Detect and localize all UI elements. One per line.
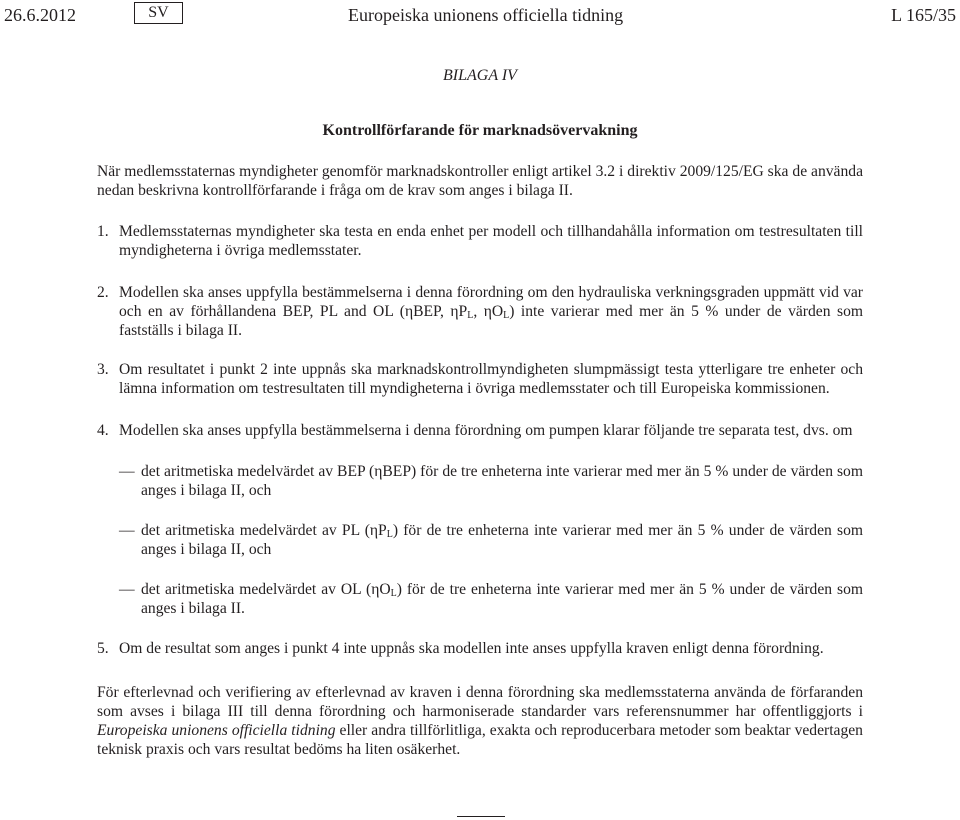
subscript: L [503, 310, 510, 321]
subscript: L [386, 529, 393, 540]
language-badge: SV [134, 2, 183, 24]
page-reference: L 165/35 [891, 5, 956, 25]
intro-paragraph: När medlemsstaternas myndigheter genomför marknadskontroller enligt artikel 3.2 i direktiv 2009/125/EG ska de använda nedan beskrivna kontrollförfarande i fråga om de krav som anges i bilaga II. [97, 163, 863, 199]
dash-mark: — [119, 463, 135, 480]
subscript: L [467, 310, 474, 321]
item-number: 2. [97, 284, 109, 301]
closing-paragraph [97, 683, 863, 759]
numbered-item-1 [97, 222, 863, 260]
footer-rule [457, 816, 505, 817]
annex-title: BILAGA IV [443, 67, 517, 84]
numbered-item-3 [97, 360, 863, 398]
item-number: 1. [97, 223, 109, 240]
item-text: ) inte varierar med mer än 5 % under de värden som fastställs i bilaga II. [119, 303, 863, 339]
item-text: , ηO [473, 303, 504, 320]
dash-mark: — [119, 522, 135, 539]
closing-text: För efterlevnad och verifiering av efterlevnad av kraven i denna förordning ska medlemsstaterna använda de förfaranden som avses i bilaga III till denna förordning och harmoniserade standarder vars referensnummer har offentliggjorts i [97, 684, 863, 720]
item-number: 4. [97, 422, 109, 439]
dash-text: det aritmetiska medelvärdet av BEP (ηBEP) för de tre enheterna inte varierar med mer än 5 % under de värden som anges i bilaga II, och [141, 463, 863, 499]
dash-item-1 [119, 462, 863, 500]
closing-text: eller andra tillförlitliga, exakta och reproducerbara metoder som beaktar vedertagen teknisk praxis och vars resultat bedöms ha liten osäkerhet. [97, 722, 863, 758]
dash-text: det aritmetiska medelvärdet av OL (ηO [141, 581, 391, 598]
dash-item-2 [119, 521, 863, 559]
dash-text: ) för de tre enheterna inte varierar med mer än 5 % under de värden som anges i bilaga II, och [141, 522, 863, 558]
item-text: Modellen ska anses uppfylla bestämmelserna i denna förordning om den hydrauliska verkningsgraden uppmätt vid var och en av förhållandena BEP, PL and OL (ηBEP, ηP [119, 284, 863, 320]
dash-text: det aritmetiska medelvärdet av PL (ηP [141, 522, 387, 539]
item-text: Medlemsstaternas myndigheter ska testa en enda enhet per modell och tillhandahålla information om testresultaten till myndigheterna i övriga medlemsstater. [119, 223, 863, 259]
dash-mark: — [119, 581, 135, 598]
section-title: Kontrollförfarande för marknadsövervakning [322, 122, 638, 139]
dash-text: ) för de tre enheterna inte varierar med mer än 5 % under de värden som anges i bilaga II. [141, 581, 863, 617]
item-number: 5. [97, 640, 109, 657]
subscript: L [390, 588, 397, 599]
item-text: Om resultatet i punkt 2 inte uppnås ska marknadskontrollmyndigheten slumpmässigt testa ytterligare tre enheter och lämna information om testresultaten till myndigheterna i övriga medlemsstater och till Europeiska kommissionen. [119, 361, 863, 397]
journal-reference: Europeiska unionens officiella tidning [97, 722, 336, 739]
numbered-item-2 [97, 283, 863, 340]
item-text: Om de resultat som anges i punkt 4 inte uppnås ska modellen inte anses uppfylla kraven enligt denna förordning. [119, 640, 824, 657]
publication-date: 26.6.2012 [4, 5, 76, 25]
dash-item-3 [119, 580, 863, 618]
numbered-item-4 [97, 421, 863, 440]
numbered-item-5 [97, 639, 863, 658]
item-number: 3. [97, 361, 109, 378]
journal-title: Europeiska unionens officiella tidning [348, 5, 624, 25]
page-header [0, 2, 960, 28]
item-text: Modellen ska anses uppfylla bestämmelserna i denna förordning om pumpen klarar följande tre separata test, dvs. om [119, 422, 853, 439]
